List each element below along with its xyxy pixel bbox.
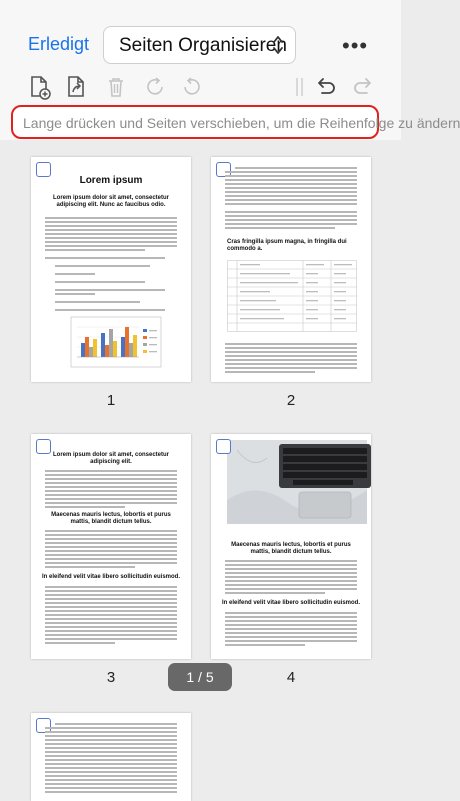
mode-selector[interactable] [103, 26, 296, 64]
done-button[interactable]: Erledigt [28, 34, 90, 54]
chevron-updown-icon [271, 33, 285, 57]
undo-icon[interactable] [311, 73, 339, 101]
page-title: Lorem ipsum [79, 175, 143, 186]
page-thumbnail[interactable] [31, 434, 191, 659]
rotate-right-icon[interactable] [141, 73, 169, 101]
section-heading: Maecenas mauris lectus, lobortis et purus mattis, blandit dictum tellus. [231, 542, 351, 555]
page-thumbnail[interactable] [211, 157, 371, 382]
toolbar-divider [296, 78, 298, 96]
page-thumbnail[interactable] [31, 713, 191, 801]
mode-label: Seiten Organisieren [119, 35, 287, 56]
page-checkbox[interactable] [216, 439, 231, 454]
section-heading: In eleifend velit vitae libero sollicitudin euismod. [41, 574, 181, 580]
mini-bar-chart [71, 317, 161, 367]
add-page-icon[interactable] [25, 73, 53, 101]
rotate-left-icon[interactable] [178, 73, 206, 101]
toolbar-divider [301, 78, 303, 96]
laptop-photo [227, 440, 367, 524]
top-bar [0, 0, 460, 140]
page-number: 3 [106, 669, 116, 686]
page-title: Lorem ipsum dolor sit amet, consectetur adipiscing elit. [52, 452, 170, 465]
section-heading: Maecenas mauris lectus, lobortis et purus mattis, blandit dictum tellus. [51, 512, 171, 525]
export-page-icon[interactable] [62, 73, 90, 101]
page-indicator [168, 663, 232, 691]
page-indicator-text: 1 / 5 [186, 669, 214, 685]
mini-table [227, 260, 357, 332]
page-heading: Cras fringilla ipsum magna, in fringilla dui commodo a. [227, 239, 347, 252]
more-horizontal-icon[interactable]: ••• [342, 33, 369, 58]
hint-text: Lange drücken und Seiten verschieben, um die Reihenfolge zu ändern [23, 115, 460, 131]
page-number: 4 [286, 669, 296, 686]
section-heading: In eleifend velit vitae libero sollicitudin euismod. [221, 600, 361, 606]
redo-icon[interactable] [350, 73, 378, 101]
page-thumbnail[interactable] [31, 157, 191, 382]
page-subtitle: Lorem ipsum dolor sit amet, consectetur adipiscing elit. Nunc ac faucibus odio. [52, 195, 170, 208]
page-thumbnail[interactable] [211, 434, 371, 659]
page-number: 1 [106, 392, 116, 409]
reorder-hint [11, 105, 460, 139]
trash-icon[interactable] [102, 73, 130, 101]
page-number: 2 [286, 392, 296, 409]
